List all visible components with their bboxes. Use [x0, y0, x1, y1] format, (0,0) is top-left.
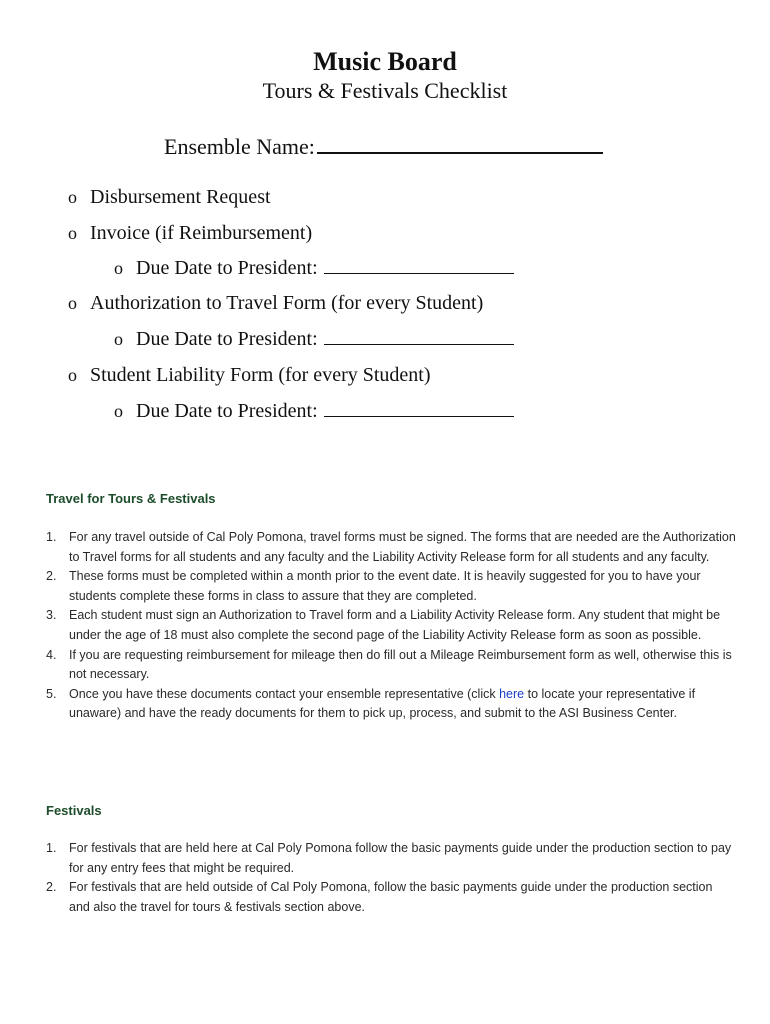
list-number: 2.: [46, 569, 57, 584]
list-text: For any travel outside of Cal Poly Pomona, travel forms must be signed. The forms that are needed are the Authorization to Travel forms for all students and any faculty and the Liability Activity Release form for all students and any faculty.: [69, 530, 736, 564]
list-text: These forms must be completed within a month prior to the event date. It is heavily suggested for you to have your students complete these forms in class to assure that they are completed.: [69, 569, 701, 603]
checklist-item: [68, 184, 271, 210]
due-date-label: Due Date to President:: [136, 257, 318, 279]
checklist-item-label: Authorization to Travel Form (for every Student): [90, 292, 484, 314]
bullet-icon: o: [114, 329, 123, 349]
list-item: [46, 567, 736, 606]
festivals-section-heading: Festivals: [46, 803, 102, 818]
bullet-icon: o: [68, 365, 77, 385]
list-number: 1.: [46, 841, 57, 855]
list-item: [46, 839, 736, 878]
list-item: [46, 685, 736, 724]
bullet-icon: o: [68, 293, 77, 313]
list-text-after: to locate your representative if unaware) and have the ready documents for them to pick up, process, and submit to the ASI Business Center.: [69, 686, 696, 721]
bullet-icon: o: [114, 401, 123, 421]
list-item: [46, 878, 736, 917]
travel-list: [46, 528, 736, 724]
list-text: Each student must sign an Authorization to Travel form and a Liability Activity Release form. Any student that might be under the age of 18 must also complete the second page of the Liability Activity Release form as soon as possible.: [69, 608, 721, 642]
list-number: 3.: [46, 608, 57, 623]
ensemble-name-blank[interactable]: [317, 130, 603, 154]
checklist-item: [68, 220, 312, 246]
list-item: [46, 528, 736, 567]
bullet-icon: o: [68, 223, 77, 243]
list-number: 1.: [46, 530, 57, 544]
due-date-label: Due Date to President:: [136, 328, 318, 350]
list-text: For festivals that are held here at Cal Poly Pomona follow the basic payments guide under the production section to pay for any entry fees that might be required.: [69, 841, 732, 875]
due-date-blank[interactable]: [324, 326, 514, 345]
list-text: If you are requesting reimbursement for mileage then do fill out a Mileage Reimbursement form as well, otherwise this is not necessary.: [69, 647, 732, 682]
list-item: [46, 646, 736, 685]
list-number: 2.: [46, 880, 57, 895]
list-number: 5.: [46, 686, 57, 701]
due-date-blank[interactable]: [324, 255, 514, 274]
list-text: For festivals that are held outside of Cal Poly Pomona, follow the basic payments guide under the production section and also the travel for tours & festivals section above.: [69, 880, 713, 914]
bullet-icon: o: [68, 187, 77, 207]
checklist-subitem: [114, 326, 514, 352]
festivals-list: [46, 839, 736, 917]
list-number: 4.: [46, 647, 57, 662]
checklist-item: [68, 290, 483, 316]
ensemble-name-label: Ensemble Name:: [164, 134, 315, 159]
bullet-icon: o: [114, 258, 123, 278]
travel-section-heading: Travel for Tours & Festivals: [46, 491, 216, 506]
page-subtitle: Tours & Festivals Checklist: [262, 78, 508, 103]
checklist-subitem: [114, 255, 514, 281]
list-text-before: Once you have these documents contact your ensemble representative (click: [69, 686, 500, 701]
checklist-item-label: Invoice (if Reimbursement): [90, 222, 313, 244]
page-title: Music Board: [313, 47, 457, 76]
checklist-item-label: Student Liability Form (for every Student): [90, 364, 431, 386]
ensemble-name-field[interactable]: [164, 130, 603, 162]
list-item: [46, 606, 736, 645]
due-date-blank[interactable]: [324, 398, 514, 417]
representative-link[interactable]: here: [499, 686, 525, 701]
checklist-item-label: Disbursement Request: [90, 186, 271, 208]
checklist-item: [68, 362, 431, 388]
checklist-subitem: [114, 398, 514, 424]
due-date-label: Due Date to President:: [136, 400, 318, 422]
